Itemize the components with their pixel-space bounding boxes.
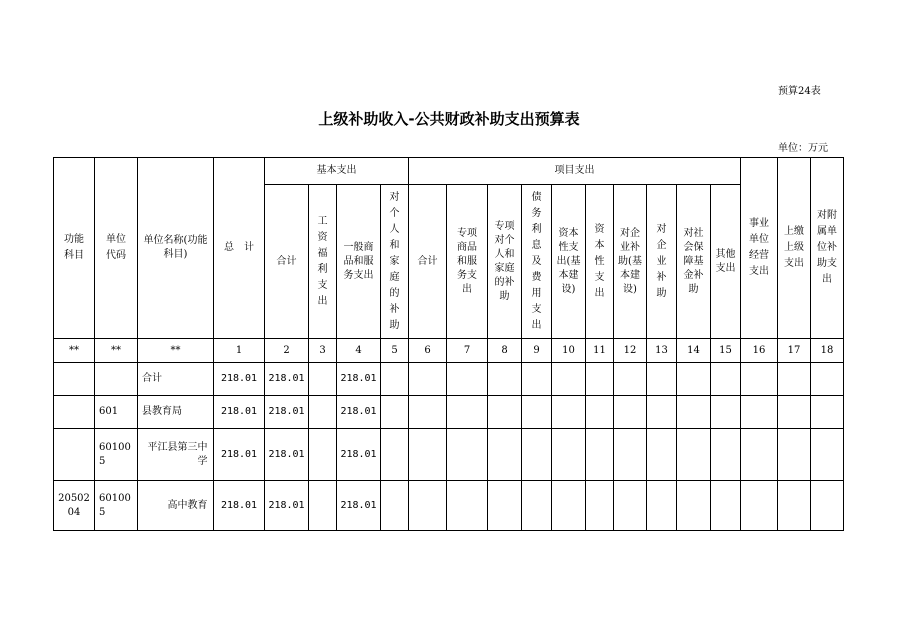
basic-total-cell: 218.01 [265, 396, 309, 429]
empty-cell [647, 396, 677, 429]
header-enterprise-construction: 对企业补助(基本建设) [614, 185, 647, 339]
empty-cell [647, 429, 677, 481]
empty-cell [586, 396, 614, 429]
index-cell: 9 [522, 339, 552, 363]
index-row [54, 339, 844, 363]
unit-label: 单位：万元 [778, 143, 828, 154]
empty-cell [522, 481, 552, 531]
empty-cell [778, 429, 811, 481]
empty-cell [614, 396, 647, 429]
index-cell: 6 [409, 339, 447, 363]
empty-cell [309, 396, 337, 429]
header-special-goods: 专项商品和服务支出 [447, 185, 488, 339]
table-row [54, 481, 844, 531]
index-cell: 18 [811, 339, 844, 363]
header-special-personal: 专项对个人和家庭的补助 [488, 185, 522, 339]
empty-cell [409, 396, 447, 429]
goods-cell: 218.01 [337, 363, 381, 396]
empty-cell [488, 363, 522, 396]
empty-cell [586, 363, 614, 396]
index-cell: 11 [586, 339, 614, 363]
form-number: 预算24表 [778, 86, 821, 97]
name-cell: 平江县第三中学 [138, 429, 214, 481]
code-cell: 601005 [95, 481, 138, 531]
header-basic-expenditure: 基本支出 [265, 158, 409, 185]
empty-cell [409, 363, 447, 396]
page-title: 上级补助收入-公共财政补助支出预算表 [318, 110, 580, 128]
header-unit-code: 单位代码 [95, 158, 138, 339]
empty-cell [677, 429, 711, 481]
index-cell: 2 [265, 339, 309, 363]
index-cell: 7 [447, 339, 488, 363]
empty-cell [381, 363, 409, 396]
total-cell: 218.01 [214, 396, 265, 429]
empty-cell [811, 363, 844, 396]
empty-cell [614, 481, 647, 531]
index-cell: 16 [741, 339, 778, 363]
code-cell [95, 363, 138, 396]
header-unit-name: 单位名称(功能科目) [138, 158, 214, 339]
total-cell: 218.01 [214, 481, 265, 531]
empty-cell [677, 363, 711, 396]
empty-cell [811, 396, 844, 429]
empty-cell [741, 363, 778, 396]
name-cell: 高中教育 [138, 481, 214, 531]
empty-cell [552, 396, 586, 429]
header-capital-construction: 资本性支出(基本建设) [552, 185, 586, 339]
index-cell: 15 [711, 339, 741, 363]
basic-total-cell: 218.01 [265, 363, 309, 396]
basic-total-cell: 218.01 [265, 481, 309, 531]
index-cell: 8 [488, 339, 522, 363]
index-cell: 10 [552, 339, 586, 363]
header-upper-expenditure: 上缴上级支出 [778, 158, 811, 339]
empty-cell [778, 396, 811, 429]
empty-cell [711, 481, 741, 531]
index-cell: 14 [677, 339, 711, 363]
header-business-expenditure: 事业单位经营支出 [741, 158, 778, 339]
goods-cell: 218.01 [337, 481, 381, 531]
index-cell: ** [54, 339, 95, 363]
empty-cell [409, 429, 447, 481]
empty-cell [741, 481, 778, 531]
header-capital: 资本性支出 [586, 185, 614, 339]
empty-cell [741, 429, 778, 481]
empty-cell [711, 396, 741, 429]
empty-cell [552, 363, 586, 396]
header-project-expenditure: 项目支出 [409, 158, 741, 185]
header-social-security: 对社会保障基金补助 [677, 185, 711, 339]
header-personal-subsidy: 对个人和家庭的补助 [381, 185, 409, 339]
table-row [54, 363, 844, 396]
empty-cell [552, 481, 586, 531]
empty-cell [811, 429, 844, 481]
budget-table [53, 157, 844, 531]
empty-cell [677, 396, 711, 429]
empty-cell [647, 481, 677, 531]
empty-cell [381, 396, 409, 429]
empty-cell [677, 481, 711, 531]
empty-cell [447, 363, 488, 396]
index-cell: 17 [778, 339, 811, 363]
func-cell [54, 429, 95, 481]
func-cell [54, 396, 95, 429]
header-func-code: 功能科目 [54, 158, 95, 339]
empty-cell [522, 363, 552, 396]
header-goods-services: 一般商品和服务支出 [337, 185, 381, 339]
empty-cell [711, 429, 741, 481]
table-row [54, 429, 844, 481]
name-cell: 合计 [138, 363, 214, 396]
header-enterprise: 对企业补助 [647, 185, 677, 339]
func-cell [54, 363, 95, 396]
empty-cell [409, 481, 447, 531]
empty-cell [381, 481, 409, 531]
empty-cell [614, 429, 647, 481]
index-cell: 1 [214, 339, 265, 363]
empty-cell [778, 363, 811, 396]
func-cell: 2050204 [54, 481, 95, 531]
header-other: 其他支出 [711, 185, 741, 339]
total-cell: 218.01 [214, 429, 265, 481]
name-cell: 县教育局 [138, 396, 214, 429]
header-project-total: 合计 [409, 185, 447, 339]
index-cell: 5 [381, 339, 409, 363]
empty-cell [522, 396, 552, 429]
index-cell: 13 [647, 339, 677, 363]
header-total: 总 计 [214, 158, 265, 339]
header-debt-interest: 债务利息及费用支出 [522, 185, 552, 339]
empty-cell [811, 481, 844, 531]
index-cell: 12 [614, 339, 647, 363]
table-row [54, 396, 844, 429]
index-cell: 3 [309, 339, 337, 363]
empty-cell [711, 363, 741, 396]
empty-cell [552, 429, 586, 481]
empty-cell [309, 481, 337, 531]
index-cell: ** [138, 339, 214, 363]
empty-cell [447, 396, 488, 429]
empty-cell [614, 363, 647, 396]
empty-cell [447, 429, 488, 481]
empty-cell [309, 429, 337, 481]
code-cell: 601005 [95, 429, 138, 481]
header-affiliate-subsidy: 对附属单位补助支出 [811, 158, 844, 339]
empty-cell [586, 481, 614, 531]
empty-cell [741, 396, 778, 429]
goods-cell: 218.01 [337, 429, 381, 481]
empty-cell [488, 481, 522, 531]
code-cell: 601 [95, 396, 138, 429]
empty-cell [309, 363, 337, 396]
goods-cell: 218.01 [337, 396, 381, 429]
empty-cell [778, 481, 811, 531]
index-cell: 4 [337, 339, 381, 363]
empty-cell [647, 363, 677, 396]
empty-cell [522, 429, 552, 481]
empty-cell [586, 429, 614, 481]
total-cell: 218.01 [214, 363, 265, 396]
empty-cell [447, 481, 488, 531]
header-basic-total: 合计 [265, 185, 309, 339]
index-cell: ** [95, 339, 138, 363]
empty-cell [381, 429, 409, 481]
empty-cell [488, 396, 522, 429]
empty-cell [488, 429, 522, 481]
basic-total-cell: 218.01 [265, 429, 309, 481]
header-salary: 工资福利支出 [309, 185, 337, 339]
